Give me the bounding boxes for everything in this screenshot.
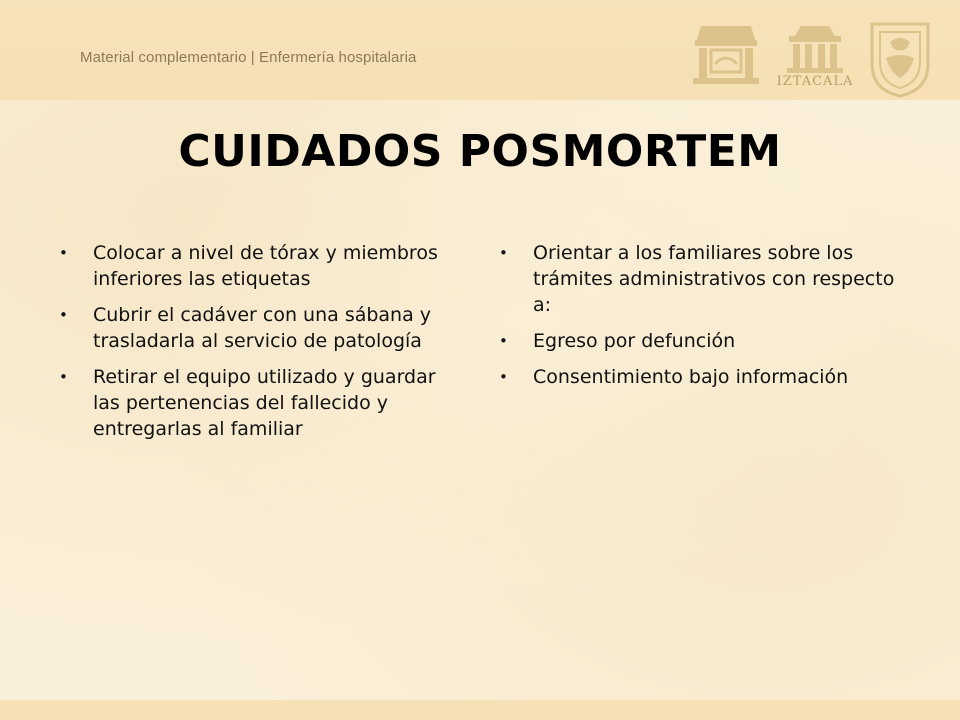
- list-item-text: Cubrir el cadáver con una sábana y trasladarla al servicio de patología: [93, 304, 432, 352]
- list-item: [498, 328, 910, 354]
- list-item-text: Orientar a los familiares sobre los trámites administrativos con respecto a:: [533, 242, 895, 316]
- list-item-text: Consentimiento bajo información: [533, 366, 849, 388]
- iztacala-logo: [775, 20, 855, 94]
- list-item-text: Egreso por defunción: [533, 330, 736, 352]
- bullet-icon: •: [59, 244, 68, 262]
- bullet-icon: •: [59, 306, 68, 324]
- bullet-icon: •: [499, 368, 508, 386]
- list-item: [58, 364, 468, 442]
- left-bullet-list: [58, 240, 468, 452]
- right-bullet-list: [498, 240, 910, 400]
- header-text: Material complementario | Enfermería hospitalaria: [80, 49, 417, 66]
- header-band: [0, 0, 960, 100]
- slide-title: CUIDADOS POSMORTEM: [178, 126, 782, 177]
- list-item: [58, 240, 468, 292]
- bullet-icon: •: [499, 244, 508, 262]
- bullet-icon: •: [59, 368, 68, 386]
- list-item-text: Retirar el equipo utilizado y guardar las pertenencias del fallecido y entregarlas al familiar: [93, 366, 436, 440]
- fes-building-logo: [693, 20, 759, 90]
- list-item: [498, 364, 910, 390]
- bullet-icon: •: [499, 332, 508, 350]
- list-item: [498, 240, 910, 318]
- list-item-text: Colocar a nivel de tórax y miembros inferiores las etiquetas: [93, 242, 438, 290]
- footer-band: [0, 700, 960, 720]
- list-item: [58, 302, 468, 354]
- unam-seal-logo: [866, 18, 934, 100]
- iztacala-wordmark: IZTACALA: [776, 74, 854, 89]
